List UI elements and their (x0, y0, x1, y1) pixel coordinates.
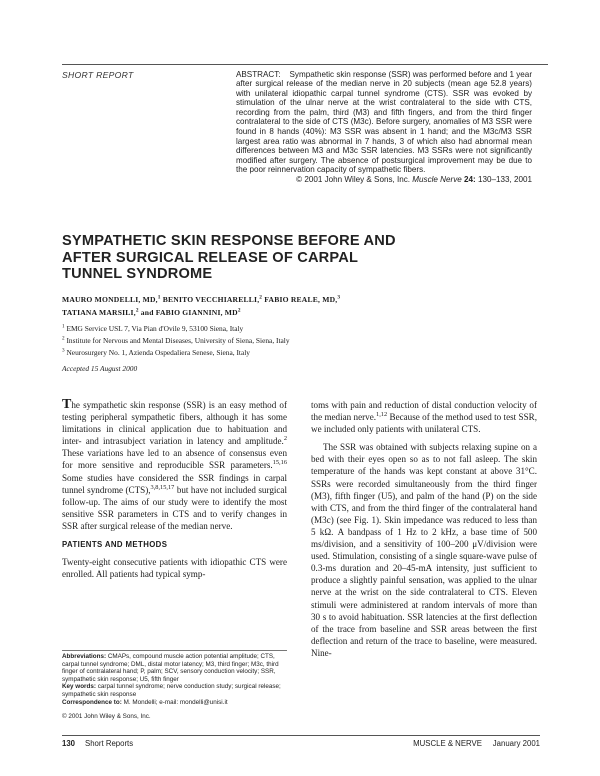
footnote-keywords (62, 683, 287, 698)
affiliations (62, 323, 482, 360)
title-line: TUNNEL SYNDROME (62, 266, 213, 282)
affil-text: EMG Service USL 7, Via Pian d'Ovile 9, 53100 Siena, Italy (66, 324, 244, 333)
paragraph-intro (62, 399, 287, 532)
title-line: SYMPATHETIC SKIN RESPONSE BEFORE AND (62, 233, 396, 249)
footer-right (413, 739, 540, 748)
citation-ref: 1,12 (376, 411, 388, 419)
author-affil-ref: 1 (157, 294, 161, 301)
footer-date: January 2001 (492, 739, 540, 748)
footnote-copyright: © 2001 John Wiley & Sons, Inc. (62, 713, 151, 721)
affiliation (62, 323, 482, 335)
affil-number: 2 (62, 335, 65, 342)
correspondence-text: M. Mondelli; e-mail: mondelli@unisi.it (123, 698, 228, 706)
intro-text-a: he sympathetic skin response (SSR) is an easy method of testing peripheral sympathetic fibers, although it has some limitations in clinical application due to habituation and inter- and intrasubject variation in latency and amplitude. (62, 400, 287, 447)
author-affil-ref: 3 (337, 294, 341, 301)
intro-text-d: but have not included surgical follow-up. The aims of our study were to identify the most sensitive SSR parameters in CTS and to verify changes in SSR after surgical release of the median nerve. (62, 484, 287, 531)
abstract-pages: 130–133, 2001 (477, 175, 532, 185)
abstract-text: Sympathetic skin response (SSR) was performed before and 1 year after surgical release of the median nerve in 20 subjects (mean age 52.8 years) with unilateral idiopathic carpal tunnel syndrome (CTS). SSR was evoked by stimulation of the ulnar nerve at the wrist contralateral to the side with CTS, recording from the palm, third (M3) and fifth fingers, and from the third finger contralateral to the side of CTS (M3c). Before surgery, anomalies of M3 SSR were found in 8 hands (40%): M3 SSR was absent in 1 hand; and the M3c/M3 SSR largest area ratio was abnormal in 7 hands, 3 of which also had abnormal mean differences between M3 and M3c SSR latencies. M3 SSRs were not significantly modified after surgery. The absence of postsurgical improvement may be due to the poor reinnervation capacity of sympathetic fibers. (236, 69, 533, 175)
abstract-label: ABSTRACT: (236, 69, 281, 79)
footnote-abbreviations (62, 653, 287, 683)
paragraph-methods-cont (311, 399, 537, 435)
paragraph-methods-start: Twenty-eight consecutive patients with idiopathic CTS were enrolled. All patients had typical symp- (62, 557, 287, 580)
author-name: BENITO VECCHIARELLI, (162, 295, 260, 304)
page-number: 130 (62, 739, 76, 748)
author-name: TATIANA MARSILI, (62, 307, 136, 317)
footer-rule (62, 735, 540, 736)
footer-section: Short Reports (85, 739, 134, 748)
citation-ref: 2 (283, 435, 287, 443)
abstract-body (236, 70, 532, 176)
footnotes (62, 653, 287, 721)
article-title (62, 233, 462, 283)
author-name: and FABIO GIANNINI, MD (140, 307, 238, 317)
abstract (236, 70, 532, 185)
intro-text-b: These variations have led to an absence of consensus even for more sensitive and reproducible SSR parameters. (62, 448, 287, 471)
section-label: SHORT REPORT (62, 70, 134, 80)
abbr-label: Abbreviations: (62, 653, 107, 660)
abstract-copyright: © 2001 John Wiley & Sons, Inc. (296, 175, 411, 185)
accepted-date: Accepted 15 August 2000 (62, 364, 138, 373)
affil-number: 3 (62, 347, 65, 354)
footer-left (62, 739, 133, 748)
author-name: FABIO REALE, MD, (264, 295, 338, 304)
footnote-rule (62, 650, 287, 651)
citation-ref: 15,16 (272, 459, 287, 467)
methods-text-a: toms with pain and reduction of distal conduction velocity of the median nerve. (311, 400, 537, 423)
author-list (62, 294, 502, 319)
abstract-journal: Muscle Nerve (412, 175, 462, 185)
correspondence-label: Correspondence to: (62, 698, 122, 706)
footnote-correspondence (62, 699, 287, 707)
author-affil-ref: 2 (135, 306, 139, 313)
affiliation (62, 347, 482, 359)
affil-text: Neurosurgery No. 1, Azienda Ospedaliera Senese, Siena, Italy (66, 348, 250, 358)
citation-ref: 3,8,15,17 (150, 483, 175, 491)
header-rule (62, 64, 548, 65)
drop-cap: T (62, 397, 72, 412)
keywords-label: Key words: (62, 683, 96, 691)
footer-journal: MUSCLE & NERVE (413, 739, 482, 748)
methods-text-b: Because of the method used to test SSR, we included only patients with unilateral CTS. (311, 412, 537, 435)
affil-number: 1 (62, 323, 65, 330)
author-affil-ref: 2 (237, 306, 241, 313)
author-name: MAURO MONDELLI, MD, (62, 295, 158, 304)
abstract-volume: 24: (464, 175, 476, 185)
affiliation (62, 335, 482, 347)
affil-text: Institute for Nervous and Mental Diseases, University of Siena, Siena, Italy (66, 336, 290, 346)
intro-text-c: Some studies have considered the SSR findings in carpal tunnel syndrome (CTS), (62, 472, 287, 495)
section-heading: PATIENTS AND METHODS (62, 540, 168, 550)
body-column-right (311, 399, 537, 659)
paragraph-ssr-method: The SSR was obtained with subjects relaxing supine on a bed with their eyes open so as to not fall asleep. The skin temperature of the hands was kept constant at above 31°C. SSRs were recorded simultaneously from the third finger (M3), fifth finger (U5), and palm of the hand (P) on the side with CTS, and from the third finger of the contralateral hand (M3c) (see Fig. 1). Skin impedance was reduced to less than 5 kΩ. A bandpass of 1 Hz to 2 kHz, a base time of 500 ms/division, and a sensitivity of 100–200 μV/division were used. Stimulation, consisting of a single square-wave pulse of 0.3-ms duration and 20–45-mA intensity, just sufficient to produce a slightly painful sensation, was applied to the ulnar nerve at the wrist on the side contralateral to CTS. Eleven stimuli were administered at random intervals of more than 30 s to avoid habituation. SSR latencies at the first deflection of the trace from baseline and SSR areas between the first deflection and return of the trace to baseline, were measured. Nine- (311, 442, 537, 658)
abstract-citation (236, 175, 532, 185)
title-line: AFTER SURGICAL RELEASE OF CARPAL (62, 249, 359, 266)
keywords-text: carpal tunnel syndrome; nerve conduction study; surgical release; sympathetic skin response (62, 683, 281, 698)
abbr-text: CMAPs, compound muscle action potential amplitude; CTS, carpal tunnel syndrome; DML, distal motor latency; M3, third finger; M3c, third finger of contralateral hand; P, palm; SCV, sensory conduction velocity; SSR, sympathetic skin response; U5, fifth finger (62, 653, 279, 683)
body-column-left (62, 399, 287, 580)
author-affil-ref: 2 (259, 294, 263, 301)
